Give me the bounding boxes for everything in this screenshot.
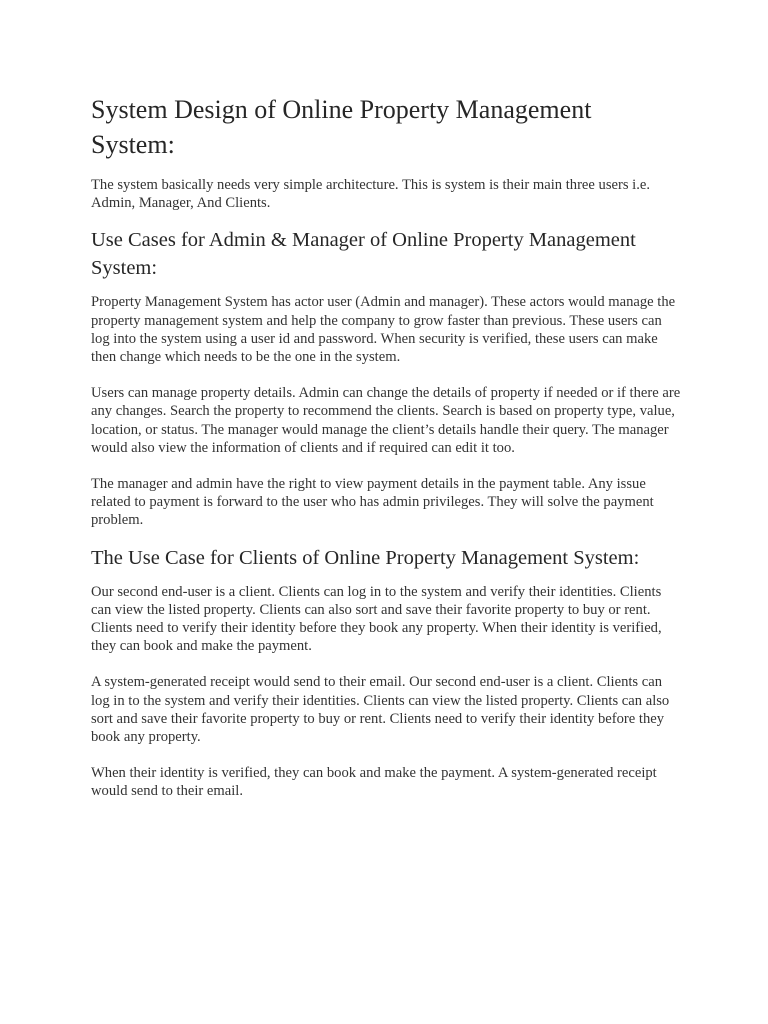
section-admin-manager-use-cases (91, 226, 681, 529)
page-title: System Design of Online Property Management System: (91, 95, 592, 159)
paragraph: Our second end-user is a client. Clients can log in to the system and verify their identities. Clients can view the listed property. Clients can also sort and save their favorite property to buy or rent. Clients need to verify their identity before they book any property. When their identity is verified, they can book and make the payment. (91, 583, 662, 655)
paragraph: The manager and admin have the right to view payment details in the payment table. Any issue related to payment is forward to the user who has admin privileges. They will solve the payment problem. (91, 476, 654, 529)
section-heading: Use Cases for Admin & Manager of Online Property Management System: (91, 229, 636, 280)
paragraph: Property Management System has actor user (Admin and manager). These actors would manage the property management system and help the company to grow faster than previous. These users can log into the system using a user id and password. When security is verified, these users can make then change which needs to be the one in the system. (91, 294, 676, 366)
intro-paragraph: The system basically needs very simple architecture. This is system is their main three users i.e. Admin, Manager, And Clients. (91, 177, 651, 212)
section-client-use-cases (91, 544, 681, 801)
paragraph: When their identity is verified, they can book and make the payment. A system-generated receipt would send to their email. (91, 765, 657, 800)
paragraph: A system-generated receipt would send to their email. Our second end-user is a client. Clients can log in to the system and verify their identities. Clients can view the listed property. Clients can also sort and save their favorite property to buy or rent. Clients need to verify their identity before they book any property. (91, 674, 670, 746)
document-page (91, 92, 681, 819)
paragraph: Users can manage property details. Admin can change the details of property if needed or if there are any changes. Search the property to recommend the clients. Search is based on property type, value, location, or status. The manager would manage the client’s details handle their query. The manager would also view the information of clients and if required can edit it too. (91, 385, 681, 456)
section-heading: The Use Case for Clients of Online Property Management System: (91, 546, 640, 569)
